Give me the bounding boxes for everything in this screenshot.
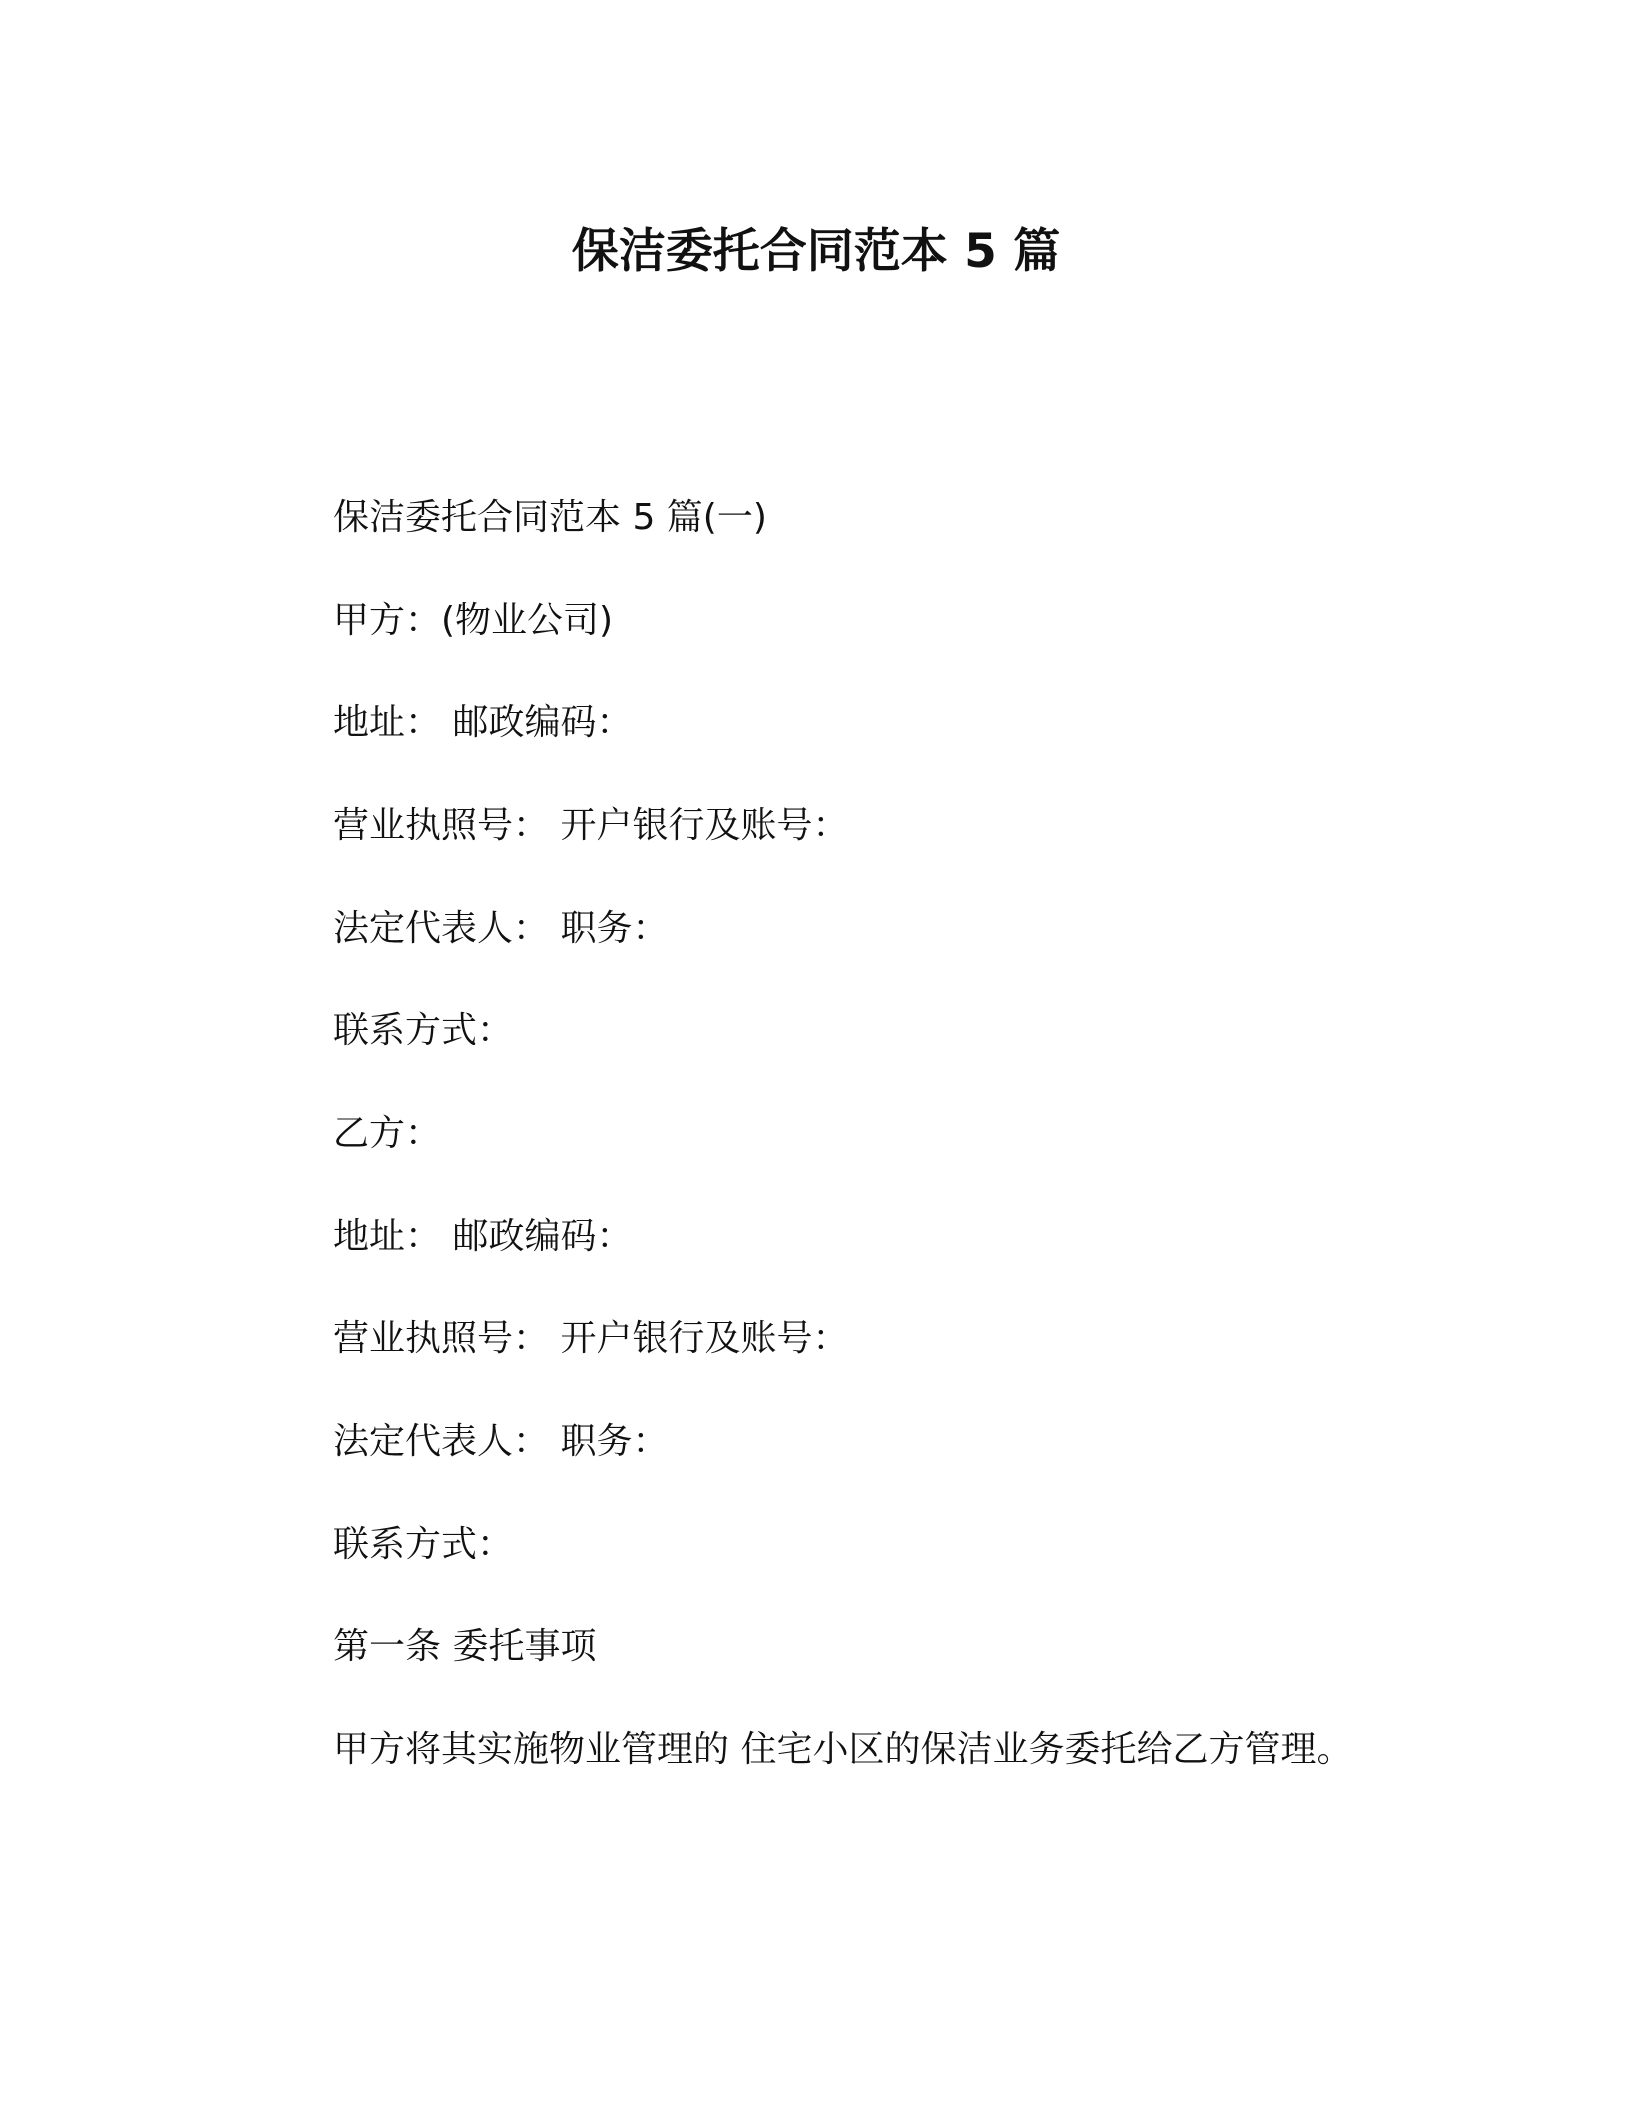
party-a-contact-line: 联系方式： [333,1010,514,1051]
article-1-text: 甲方将其实施物业管理的 住宅小区的保洁业务委托给乙方管理。 [333,1729,1353,1770]
party-b-contact-line: 联系方式： [333,1524,514,1565]
party-a-address-line: 地址： 邮政编码： [333,702,633,743]
section-heading: 保洁委托合同范本 5 篇(一) [333,497,767,538]
party-a-license-line: 营业执照号： 开户银行及账号： [333,805,849,846]
party-b-line: 乙方： [333,1113,442,1154]
party-b-license-line: 营业执照号： 开户银行及账号： [333,1318,849,1359]
party-a-line: 甲方：(物业公司) [333,600,614,641]
article-1-heading: 第一条 委托事项 [333,1626,597,1667]
party-b-address-line: 地址： 邮政编码： [333,1216,633,1257]
party-b-representative-line: 法定代表人： 职务： [333,1421,669,1462]
party-a-representative-line: 法定代表人： 职务： [333,908,669,949]
document-title: 保洁委托合同范本 5 篇 [571,224,1061,279]
